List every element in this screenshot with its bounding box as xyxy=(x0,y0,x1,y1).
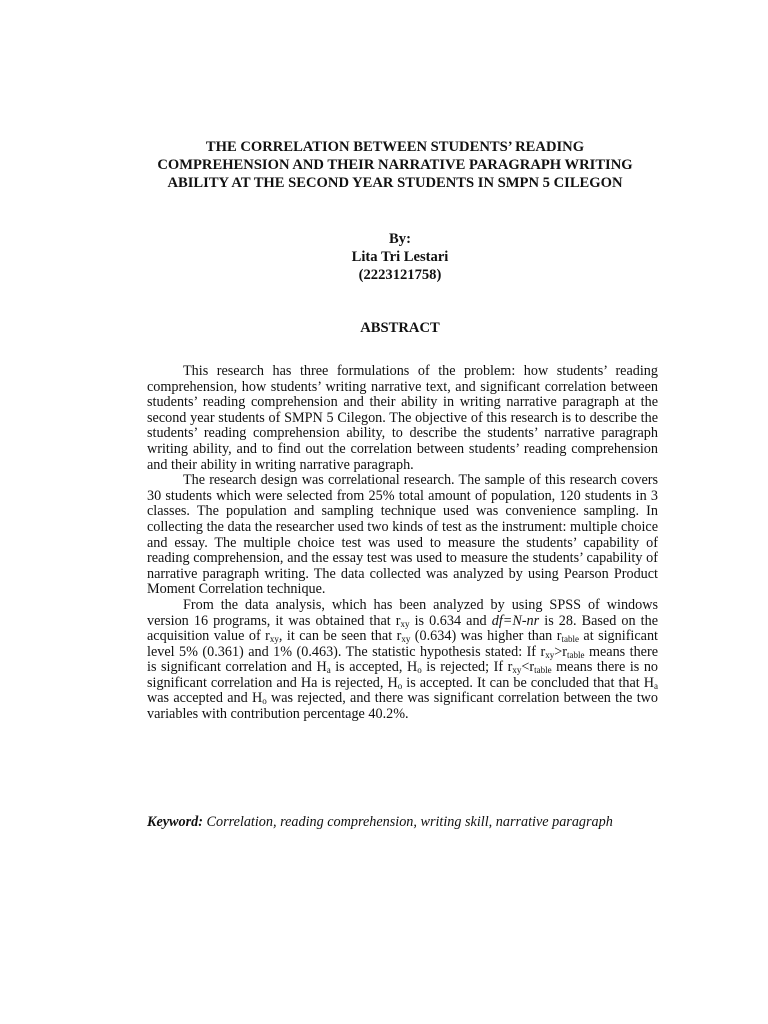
subscript-xy: xy xyxy=(401,634,411,645)
r-symbol: r xyxy=(529,659,535,676)
keyword-line xyxy=(147,813,667,831)
text-run: means there is significant correlation and H xyxy=(147,643,658,676)
r-symbol: r xyxy=(396,628,402,645)
subscript-table: table xyxy=(561,634,579,645)
by-label: By: xyxy=(389,231,411,247)
title-line-2: COMPREHENSION AND THEIR NARRATIVE PARAGRAPH WRITING xyxy=(157,157,633,173)
text-run: is 28. Based on the acquisition value of xyxy=(147,612,659,645)
abstract-body xyxy=(147,364,658,723)
r-symbol: r xyxy=(562,643,567,660)
text-run: at significant level 5% (0.361) and 1% (0.463). The statistic hypothesis stated: If xyxy=(147,628,658,660)
text-run: is 0.634 and xyxy=(409,612,492,629)
r-symbol: r xyxy=(556,628,562,645)
paper-title xyxy=(120,138,670,192)
text-run: is accepted, H xyxy=(330,659,418,676)
subscript-xy: xy xyxy=(269,634,279,645)
r-symbol: r xyxy=(395,612,401,629)
keyword-text: Correlation, reading comprehension, writing skill, narrative paragraph xyxy=(202,814,613,830)
author-name: Lita Tri Lestari xyxy=(351,249,449,265)
subscript-table: table xyxy=(566,649,585,660)
abstract-paragraph-2: The research design was correlational research. The sample of this research covers 30 students which were selected from 25% total amount of population, 120 students in 3 classes. The population and sampling technique used was convenience sampling. In collecting the data the researcher used two kinds of test as the instrument: multiple choice and essay. The multiple choice test was used to measure the students’ capability of reading comprehension, and the essay test was used to measure the students’ capability of narrative paragraph writing. The data collected was analyzed by using Pearson Product Moment Correlation technique. xyxy=(147,472,658,598)
subscript-xy: xy xyxy=(545,649,555,660)
subscript-xy: xy xyxy=(512,665,522,676)
subscript-o: o xyxy=(397,680,403,691)
df-formula: df=N-nr xyxy=(491,612,540,629)
subscript-xy: xy xyxy=(400,618,410,629)
r-symbol: r xyxy=(265,628,270,645)
r-symbol: r xyxy=(540,643,546,660)
keyword-label: Keyword: xyxy=(147,814,203,830)
subscript-a: a xyxy=(654,680,658,691)
subscript-table: table xyxy=(534,665,552,676)
text-run: means there is no significant correlation and Ha is rejected, H xyxy=(147,659,659,691)
student-id: (2223121758) xyxy=(358,267,442,283)
text-run: , it can be seen that xyxy=(278,628,397,645)
text-run: (0.634) was higher than xyxy=(410,628,557,645)
text-run: was accepted and H xyxy=(147,690,263,707)
title-line-3: ABILITY AT THE SECOND YEAR STUDENTS IN SMPN 5 CILEGON xyxy=(167,175,623,191)
title-line-1: THE CORRELATION BETWEEN STUDENTS’ READING xyxy=(205,139,585,155)
r-symbol: r xyxy=(507,659,513,676)
text-run: was rejected, and there was significant correlation between the two variables with contribution percentage 40.2%. xyxy=(147,690,658,723)
gt-symbol: > xyxy=(554,643,563,660)
text-run: is accepted. It can be concluded that that H xyxy=(402,674,654,691)
subscript-a: a xyxy=(326,665,331,676)
abstract-heading: ABSTRACT xyxy=(360,320,440,336)
subscript-o: o xyxy=(417,665,422,676)
text-run: From the data analysis, which has been analyzed by using SPSS of windows version 16 programs, it was obtained that xyxy=(147,596,658,629)
subscript-o: o xyxy=(262,696,267,707)
abstract-paragraph-3 xyxy=(147,598,658,723)
lt-symbol: < xyxy=(521,659,530,676)
abstract-paragraph-1: This research has three formulations of the problem: how students’ reading comprehension, how students’ writing narrative text, and significant correlation between students’ reading comprehension and their ability in writing narrative paragraph at the second year students of SMPN 5 Cilegon. The objective of this research is to describe the students’ reading comprehension ability, to describe the students’ narrative paragraph writing ability, and to find out the correlation between students’ reading comprehension and their ability in writing narrative paragraph. xyxy=(147,363,658,473)
byline xyxy=(150,230,650,284)
text-run: is rejected; If xyxy=(421,659,508,676)
